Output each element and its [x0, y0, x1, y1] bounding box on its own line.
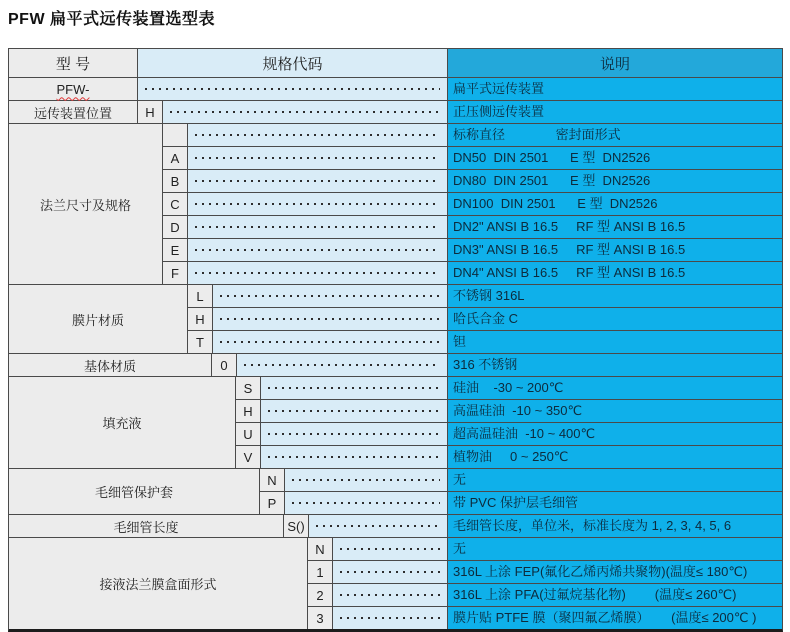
dotted-leader-cell — [261, 400, 448, 422]
code-cell: S() — [284, 515, 309, 537]
dotted-leader — [340, 594, 440, 596]
code-cell: D — [163, 216, 188, 238]
dotted-leader — [340, 617, 440, 619]
table-row — [138, 78, 782, 100]
dotted-leader — [268, 433, 440, 435]
dotted-leader — [220, 318, 440, 320]
table-row — [308, 584, 782, 607]
table-row — [163, 124, 782, 147]
group-label-text: PFW- — [56, 81, 90, 97]
dotted-leader — [244, 364, 440, 366]
description-cell: 316L 上涂 PFA(过氟烷基化物) (温度≤ 260℃) — [448, 584, 782, 606]
code-cell — [163, 124, 188, 146]
group-label — [9, 515, 284, 537]
group-label-text: 毛细管保护套 — [94, 485, 173, 500]
dotted-leader — [195, 249, 440, 251]
dotted-leader-cell — [213, 285, 448, 307]
table-row — [188, 331, 782, 353]
dotted-leader-cell — [285, 492, 448, 514]
header-model: 型 号 — [9, 49, 138, 77]
dotted-leader — [340, 548, 440, 550]
code-cell: L — [188, 285, 213, 307]
table-row — [236, 423, 782, 446]
dotted-leader-cell — [309, 515, 448, 537]
code-cell: 2 — [308, 584, 333, 606]
description-cell: 316L 上涂 FEP(氟化乙烯丙烯共聚物)(温度≤ 180℃) — [448, 561, 782, 583]
table-row — [308, 607, 782, 629]
code-cell: F — [163, 262, 188, 284]
description-cell: 钽 — [448, 331, 782, 353]
table-row — [163, 239, 782, 262]
dotted-leader — [220, 341, 440, 343]
code-cell: H — [188, 308, 213, 330]
table-header-row — [9, 49, 782, 78]
page-title: PFW 扁平式远传装置选型表 — [8, 11, 215, 28]
group-label — [9, 469, 260, 514]
dotted-leader — [292, 479, 440, 481]
description-cell: 带 PVC 保护层毛细管 — [448, 492, 782, 514]
dotted-leader-cell — [285, 469, 448, 491]
spec-group — [9, 515, 782, 538]
table-row — [308, 561, 782, 584]
table-row — [163, 193, 782, 216]
dotted-leader-cell — [213, 331, 448, 353]
dotted-leader — [292, 502, 440, 504]
description-cell: 标称直径 密封面形式 — [448, 124, 782, 146]
table-row — [260, 492, 782, 514]
dotted-leader-cell — [138, 78, 448, 100]
dotted-leader-cell — [261, 423, 448, 445]
group-label — [9, 538, 308, 629]
code-cell: 3 — [308, 607, 333, 629]
group-label — [9, 101, 138, 123]
code-cell: C — [163, 193, 188, 215]
spec-group — [9, 354, 782, 377]
spec-group — [9, 124, 782, 285]
dotted-leader — [195, 203, 440, 205]
table-row — [260, 469, 782, 492]
dotted-leader — [195, 180, 440, 182]
dotted-leader-cell — [333, 538, 448, 560]
description-cell: 膜片贴 PTFE 膜（聚四氟乙烯膜） (温度≤ 200℃ ) — [448, 607, 782, 629]
table-row — [284, 515, 782, 537]
table-body — [9, 78, 782, 629]
group-label-text: 膜片材质 — [71, 312, 124, 328]
group-label — [9, 354, 212, 376]
dotted-leader-cell — [261, 377, 448, 399]
description-cell: 扁平式远传装置 — [448, 78, 782, 100]
header-spec-code: 规格代码 — [138, 49, 448, 77]
group-label — [9, 285, 188, 353]
dotted-leader — [170, 111, 440, 113]
description-cell: DN50 DIN 2501 E 型 DN2526 — [448, 147, 782, 169]
spec-group — [9, 538, 782, 629]
dotted-leader — [195, 134, 440, 136]
dotted-leader-cell — [188, 147, 448, 169]
description-cell: 毛细管长度，单位米，标准长度为 1, 2, 3, 4, 5, 6 — [448, 515, 782, 537]
code-cell: S — [236, 377, 261, 399]
table-row — [236, 446, 782, 468]
spec-group — [9, 78, 782, 101]
group-label — [9, 377, 236, 468]
code-cell: T — [188, 331, 213, 353]
table-row — [308, 538, 782, 561]
description-cell: 硅油 -30 ~ 200℃ — [448, 377, 782, 399]
dotted-leader — [145, 88, 440, 90]
selection-table — [8, 48, 783, 632]
dotted-leader-cell — [188, 170, 448, 192]
dotted-leader — [195, 157, 440, 159]
table-row — [236, 377, 782, 400]
dotted-leader-cell — [188, 262, 448, 284]
header-description: 说明 — [448, 49, 782, 77]
description-cell: 高温硅油 -10 ~ 350℃ — [448, 400, 782, 422]
description-cell: DN3" ANSI B 16.5 RF 型 ANSI B 16.5 — [448, 239, 782, 261]
dotted-leader — [195, 272, 440, 274]
dotted-leader — [340, 571, 440, 573]
code-cell: B — [163, 170, 188, 192]
group-label — [9, 78, 138, 100]
description-cell: DN100 DIN 2501 E 型 DN2526 — [448, 193, 782, 215]
group-label-text: 法兰尺寸及规格 — [39, 197, 131, 213]
spec-group — [9, 377, 782, 469]
dotted-leader-cell — [188, 239, 448, 261]
table-row — [188, 285, 782, 308]
description-cell: 无 — [448, 538, 782, 560]
dotted-leader-cell — [333, 561, 448, 583]
dotted-leader-cell — [163, 101, 448, 123]
code-cell: E — [163, 239, 188, 261]
code-cell: N — [308, 538, 333, 560]
description-cell: DN2" ANSI B 16.5 RF 型 ANSI B 16.5 — [448, 216, 782, 238]
dotted-leader — [316, 525, 440, 527]
code-cell: H — [138, 101, 163, 123]
description-cell: 哈氏合金 C — [448, 308, 782, 330]
code-cell: V — [236, 446, 261, 468]
dotted-leader-cell — [333, 607, 448, 629]
description-cell: 316 不锈钢 — [448, 354, 782, 376]
table-row — [163, 170, 782, 193]
description-cell: 不锈钢 316L — [448, 285, 782, 307]
table-row — [212, 354, 782, 376]
group-label-text: 远传装置位置 — [33, 105, 112, 121]
dotted-leader-cell — [213, 308, 448, 330]
code-cell: A — [163, 147, 188, 169]
description-cell: DN4" ANSI B 16.5 RF 型 ANSI B 16.5 — [448, 262, 782, 284]
table-row — [188, 308, 782, 331]
table-row — [138, 101, 782, 123]
description-cell: 无 — [448, 469, 782, 491]
dotted-leader-cell — [333, 584, 448, 606]
description-cell: 正压侧远传装置 — [448, 101, 782, 123]
dotted-leader-cell — [188, 216, 448, 238]
group-label-text: 接液法兰膜盒面形式 — [99, 577, 217, 592]
code-cell: 1 — [308, 561, 333, 583]
dotted-leader-cell — [188, 193, 448, 215]
dotted-leader — [195, 226, 440, 228]
dotted-leader — [268, 387, 440, 389]
dotted-leader — [220, 295, 440, 297]
code-cell: N — [260, 469, 285, 491]
spec-group — [9, 285, 782, 354]
table-row — [236, 400, 782, 423]
dotted-leader — [268, 456, 440, 458]
description-cell: 超高温硅油 -10 ~ 400℃ — [448, 423, 782, 445]
description-cell: DN80 DIN 2501 E 型 DN2526 — [448, 170, 782, 192]
table-row — [163, 262, 782, 284]
dotted-leader-cell — [188, 124, 448, 146]
dotted-leader — [268, 410, 440, 412]
code-cell: H — [236, 400, 261, 422]
group-label — [9, 124, 163, 284]
spec-group — [9, 101, 782, 124]
dotted-leader-cell — [237, 354, 448, 376]
dotted-leader-cell — [261, 446, 448, 468]
code-cell: U — [236, 423, 261, 445]
code-cell: 0 — [212, 354, 237, 376]
spec-group — [9, 469, 782, 515]
group-label-text: 填充液 — [102, 416, 142, 431]
code-cell: P — [260, 492, 285, 514]
table-row — [163, 216, 782, 239]
group-label-text: 基体材质 — [83, 358, 136, 374]
group-label-text: 毛细管长度 — [113, 519, 179, 535]
table-row — [163, 147, 782, 170]
description-cell: 植物油 0 ~ 250℃ — [448, 446, 782, 468]
